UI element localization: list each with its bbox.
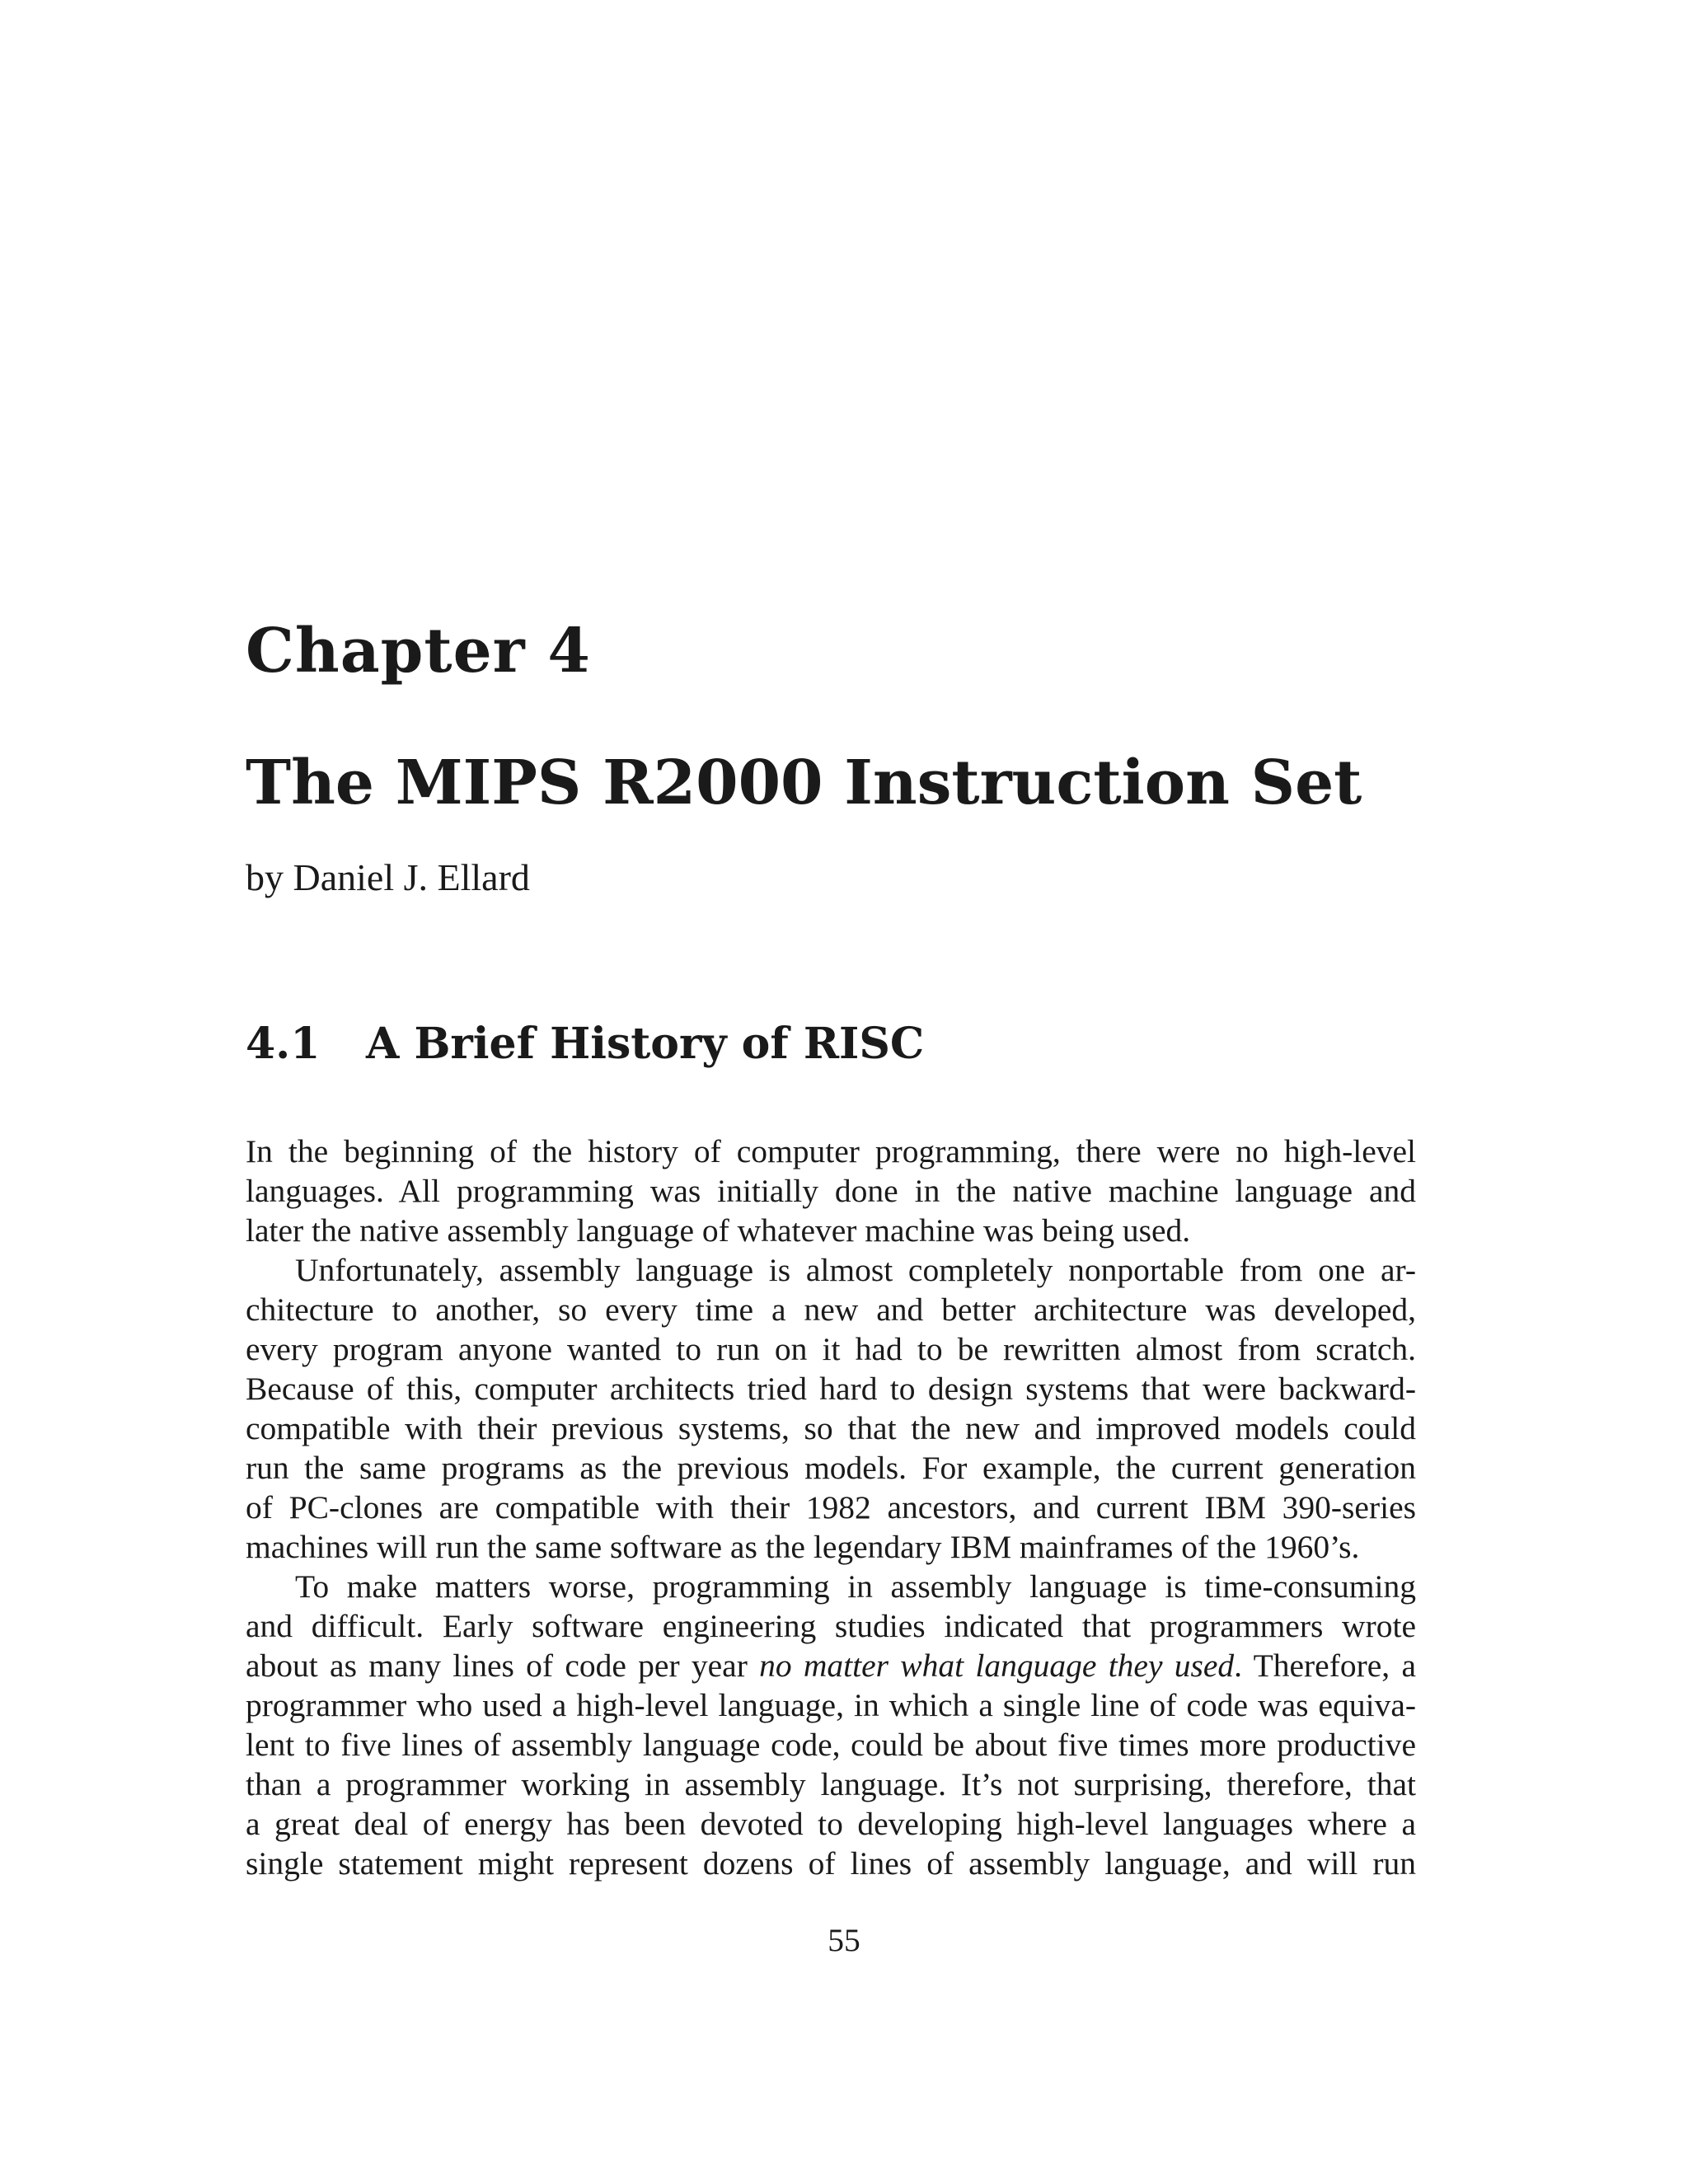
paragraph-2 xyxy=(246,1250,1416,1567)
text-line: To make matters worse, programming in assembly language is time-consuming xyxy=(295,1568,1416,1605)
chapter-title: The MIPS R2000 Instruction Set xyxy=(246,748,1362,818)
text-line: later the native assembly language of whatever machine was being used. xyxy=(246,1212,1191,1249)
text-line: machines will run the same software as the legendary IBM mainframes of the 1960’s. xyxy=(246,1529,1360,1565)
text-line: of PC-clones are compatible with their 1982 ancestors, and current IBM 390-series xyxy=(246,1489,1416,1526)
section-number: 4.1 xyxy=(246,1019,321,1069)
section-title: A Brief History of RISC xyxy=(366,1019,925,1069)
text-line: a great deal of energy has been devoted to developing high-level languages where a xyxy=(246,1806,1416,1842)
text-line: lent to five lines of assembly language code, could be about five times more productive xyxy=(246,1727,1416,1763)
body-text xyxy=(246,1132,1416,1883)
paragraph-3 xyxy=(246,1567,1416,1883)
text-line: compatible with their previous systems, so that the new and improved models could xyxy=(246,1410,1416,1446)
text-line: and difficult. Early software engineering studies indicated that programmers wrote xyxy=(246,1608,1416,1644)
text-line: every program anyone wanted to run on it had to be rewritten almost from scratch. xyxy=(246,1331,1416,1367)
text-line: single statement might represent dozens of lines of assembly language, and will run xyxy=(246,1845,1416,1882)
text-line: chitecture to another, so every time a new and better architecture was developed, xyxy=(246,1291,1416,1328)
chapter-label: Chapter 4 xyxy=(246,616,591,687)
text-line: Unfortunately, assembly language is almost completely nonportable from one ar- xyxy=(295,1252,1416,1288)
section-heading xyxy=(246,1015,924,1073)
paragraph-1 xyxy=(246,1132,1416,1250)
text-line: programmer who used a high-level language, in which a single line of code was equiva- xyxy=(246,1687,1416,1723)
emphasis-text: no matter what language they used xyxy=(759,1647,1235,1684)
text-line-with-emphasis xyxy=(246,1646,1416,1685)
text-line: run the same programs as the previous models. For example, the current generation xyxy=(246,1450,1416,1486)
text-line: Because of this, computer architects tried hard to design systems that were backward- xyxy=(246,1371,1416,1407)
text-segment: about as many lines of code per year xyxy=(246,1647,760,1684)
text-line: languages. All programming was initially done in the native machine language and xyxy=(246,1173,1416,1209)
text-line: In the beginning of the history of computer programming, there were no high-level xyxy=(246,1133,1416,1169)
text-segment: . Therefore, a xyxy=(1234,1647,1416,1684)
author-byline: by Daniel J. Ellard xyxy=(246,856,530,898)
text-line: than a programmer working in assembly language. It’s not surprising, therefore, that xyxy=(246,1766,1416,1802)
page-number: 55 xyxy=(828,1922,860,1958)
